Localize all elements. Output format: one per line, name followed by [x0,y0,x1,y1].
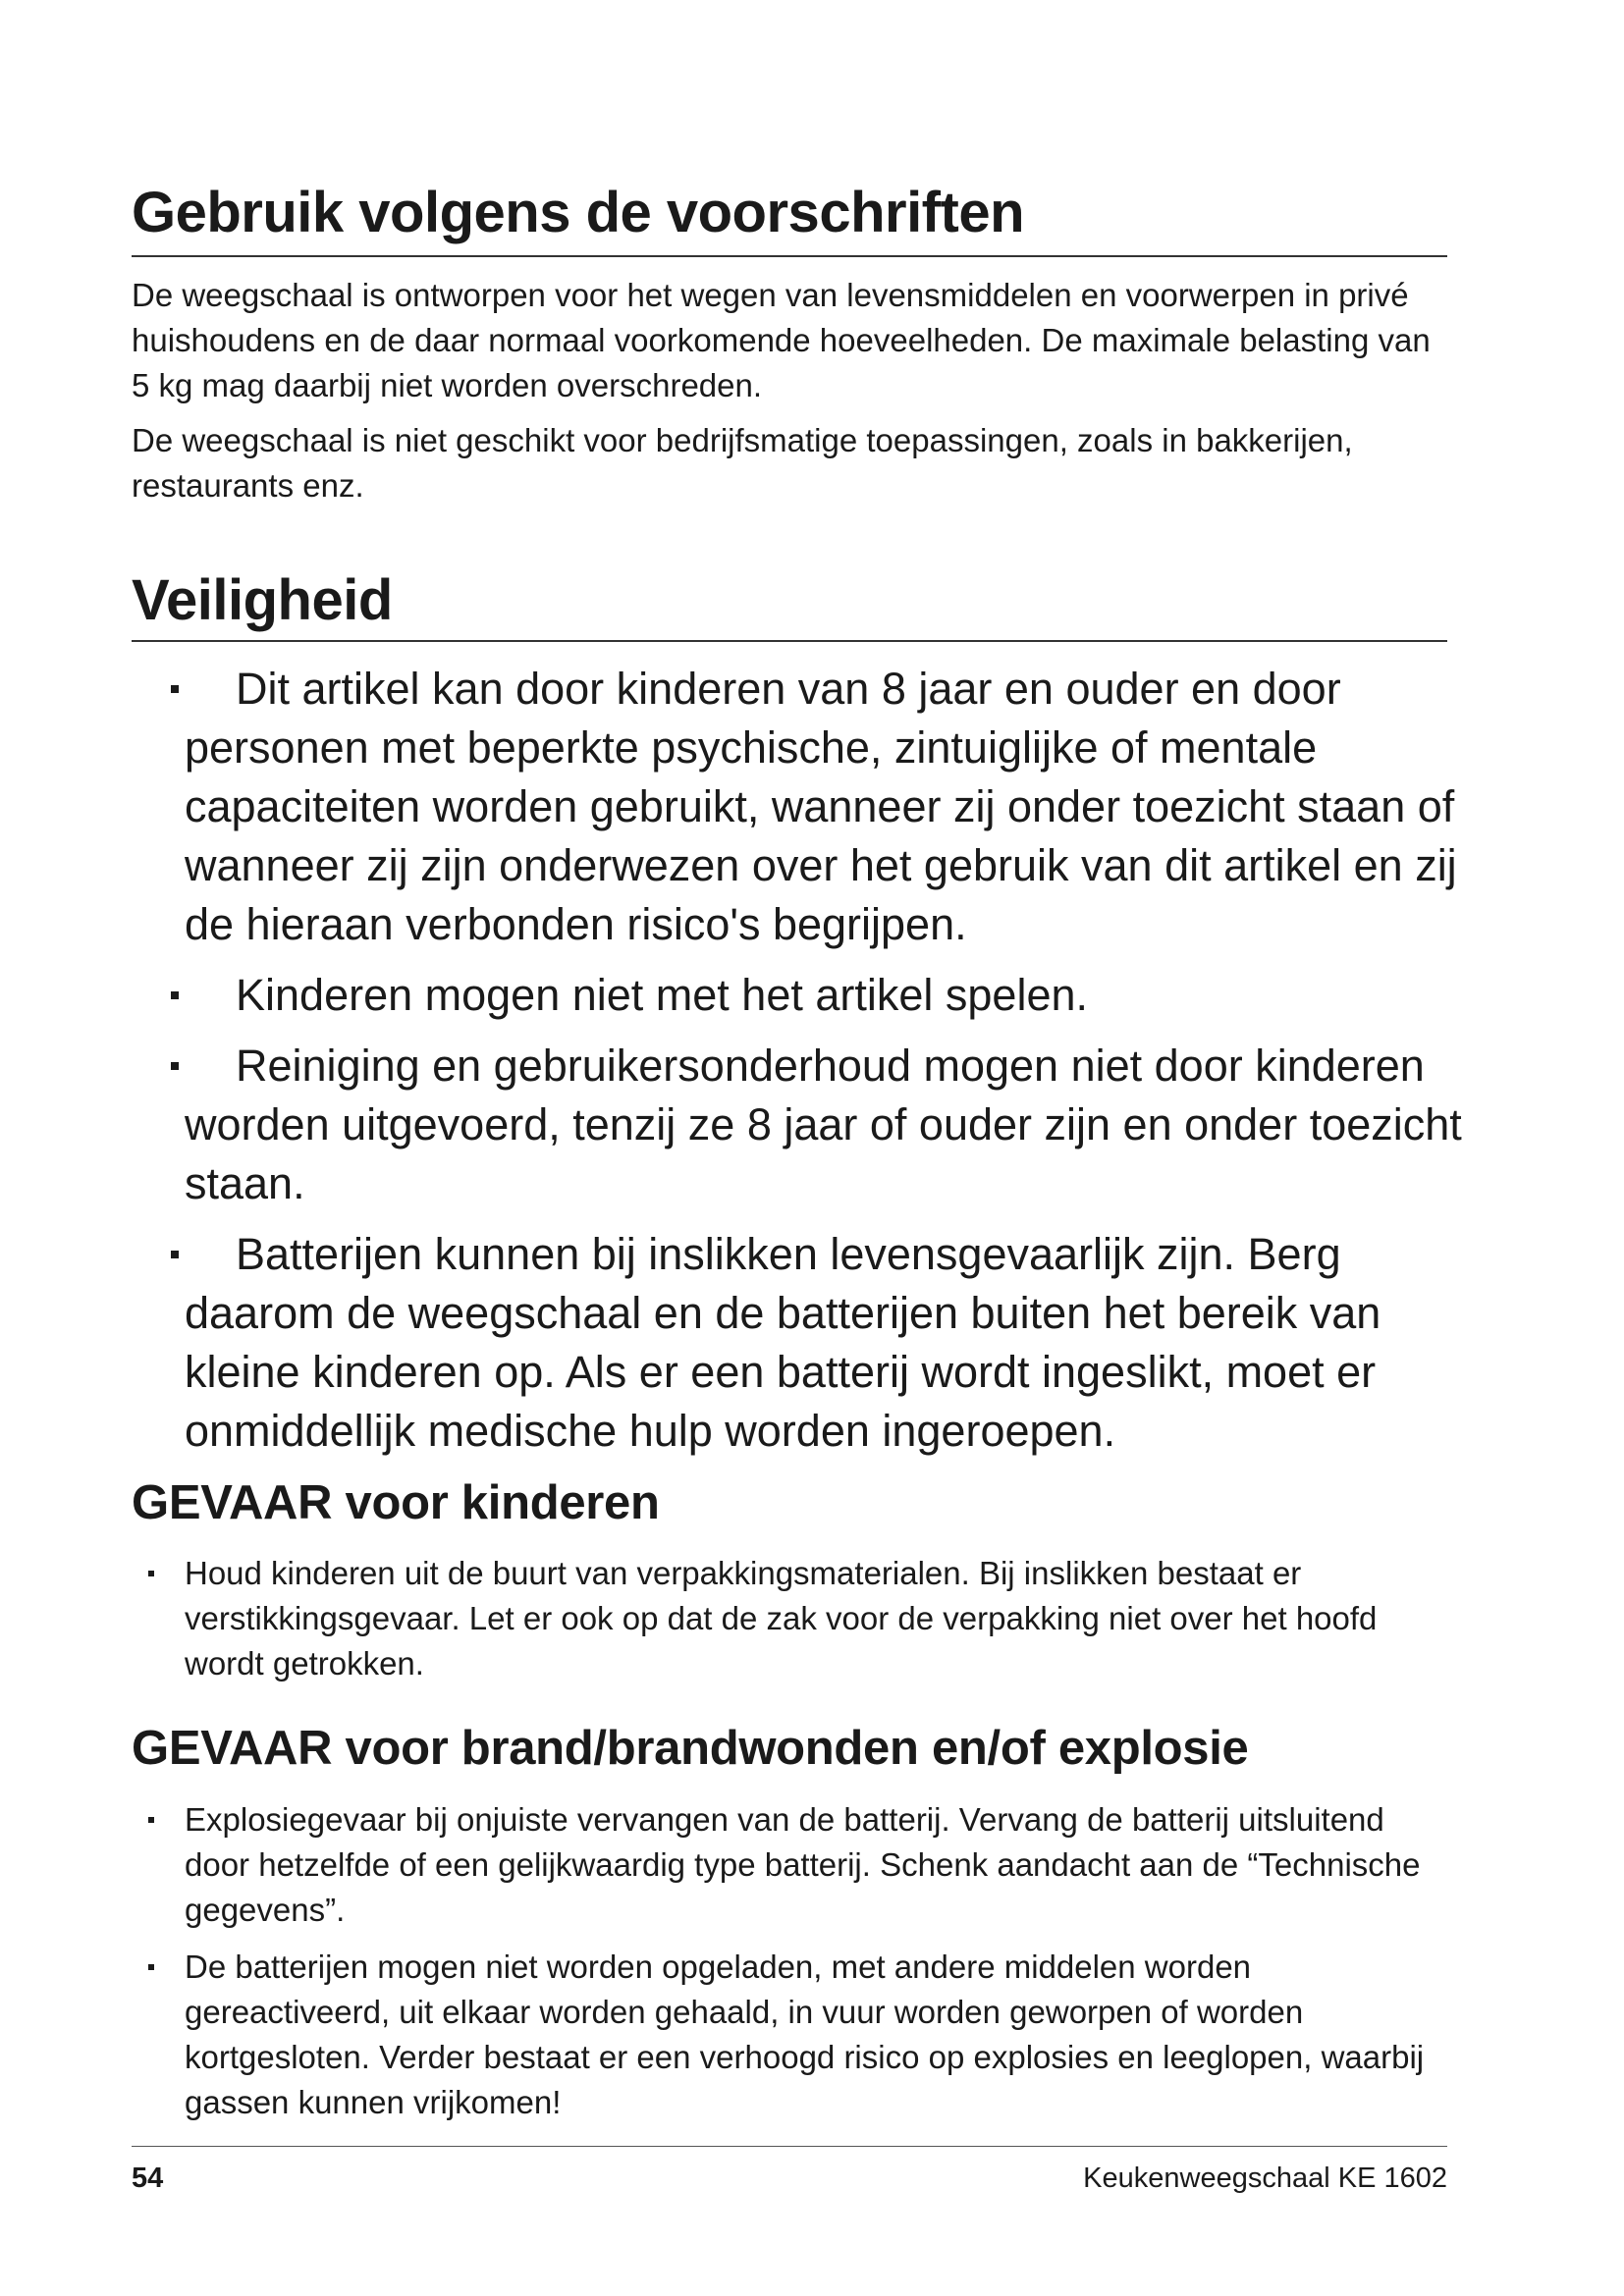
page-number: 54 [132,2163,164,2194]
fire-hazard-list [185,1797,1446,2137]
bullet-icon [148,1817,154,1823]
footer-product-title: Keukenweegschaal KE 1602 [1083,2163,1447,2194]
footer-divider [132,2146,1447,2147]
bullet-icon [171,685,179,693]
section-title-children-hazard: GEVAAR voor kinderen [132,1476,660,1529]
section-title-usage: Gebruik volgens de voorschriften [132,181,1024,244]
children-hazard-list [185,1551,1446,1698]
list-item: Reiniging en gebruikersonderhoud mogen niet door kinderen worden uitgevoerd, tenzij ze 8 jaar of ouder zijn en onder toezicht staan. [185,1037,1481,1213]
list-item: Kinderen mogen niet met het artikel spelen. [185,966,1481,1025]
bullet-icon [148,1964,154,1970]
title-underline [132,255,1447,257]
list-item: De batterijen mogen niet worden opgeladen, met andere middelen worden gereactiveerd, uit elkaar worden gehaald, in vuur worden geworpen of worden kortgesloten. Verder bestaat er een verhoogd risico op explosies en leeglopen, waarbij gassen kunnen vrijkomen! [185,1945,1446,2125]
usage-paragraph-2: De weegschaal is niet geschikt voor bedrijfsmatige toepassingen, zoals in bakkerijen, restaurants enz. [132,422,1353,504]
list-item: Batterijen kunnen bij inslikken levensgevaarlijk zijn. Berg daarom de weegschaal en de batterijen buiten het bereik van kleine kinderen op. Als er een batterij wordt ingeslikt, moet er onmiddellijk medische hulp worden ingeroepen. [185,1225,1481,1461]
bullet-icon [171,991,179,999]
bullet-icon [148,1571,154,1576]
list-item: Houd kinderen uit de buurt van verpakkingsmaterialen. Bij inslikken bestaat er verstikkingsgevaar. Let er ook op dat de zak voor de verpakking niet over het hoofd wordt getrokken. [185,1551,1446,1686]
title-underline [132,640,1447,642]
bullet-icon [171,1062,179,1070]
usage-paragraph-1: De weegschaal is ontworpen voor het wegen van levensmiddelen en voorwerpen in privé huishoudens en de daar normaal voorkomende hoeveelheden. De maximale belasting van 5 kg mag daarbij niet worden overschreden. [132,277,1431,403]
section-title-safety: Veiligheid [132,568,393,632]
safety-list [185,660,1481,1472]
bullet-icon [171,1251,179,1258]
list-item: Dit artikel kan door kinderen van 8 jaar en ouder en door personen met beperkte psychische, zintuiglijke of mentale capaciteiten worden gebruikt, wanneer zij onder toezicht staan of wanneer zij zijn onderwezen over het gebruik van dit artikel en zij de hieraan verbonden risico's begrijpen. [185,660,1481,954]
section-title-fire-hazard: GEVAAR voor brand/brandwonden en/of explosie [132,1722,1249,1775]
list-item: Explosiegevaar bij onjuiste vervangen van de batterij. Vervang de batterij uitsluitend door hetzelfde of een gelijkwaardig type batterij. Schenk aandacht aan de “Technische gegevens”. [185,1797,1446,1933]
